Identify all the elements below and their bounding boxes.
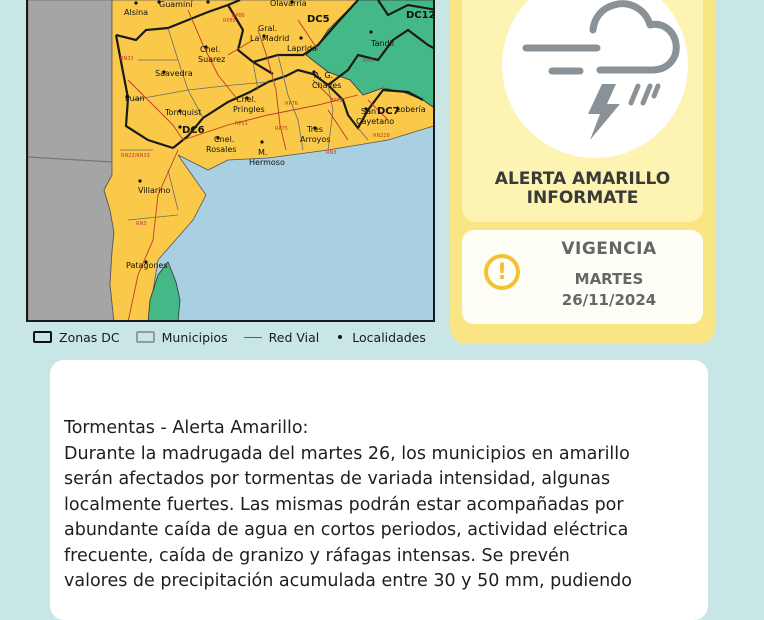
alert-level: ALERTA AMARILLO: [494, 169, 671, 189]
locality-label: Laprida: [287, 44, 317, 53]
locality-label: Guaminí: [159, 0, 193, 9]
legend-zonas-dc: [33, 330, 120, 345]
road-label: RN3: [326, 150, 337, 156]
locality-label: Tornquist: [165, 108, 202, 117]
storm-icon-circle: [502, 0, 688, 158]
locality-label: Cnel.: [236, 95, 257, 104]
locality-label: Puan: [125, 94, 145, 103]
locality-label: Chaves: [312, 81, 342, 90]
zone-label-dc5: DC5: [307, 14, 330, 25]
locality-label: Cnel.: [200, 45, 221, 54]
description-line: abundante caída de agua en cortos periodos, actividad eléctrica: [64, 520, 629, 540]
legend-label: Red Vial: [268, 329, 320, 345]
locality-label: Pringles: [233, 105, 265, 114]
description-line: serán afectados por tormentas de variada intensidad, algunas: [64, 469, 611, 489]
locality-label: La Madrid: [250, 34, 290, 43]
alert-subtitle: INFORMATE: [526, 188, 639, 208]
locality-label: Cnel.: [214, 135, 235, 144]
legend-label: Zonas DC: [59, 329, 120, 345]
road-label: RP51: [235, 121, 248, 127]
road-label: RP72: [330, 98, 343, 104]
description-text: [64, 416, 704, 595]
alert-map: [26, 0, 435, 322]
locality-label: Suarez: [198, 55, 226, 64]
zone-label-dc6: DC6: [182, 125, 205, 136]
road-label: RP85: [223, 18, 236, 24]
municipios-swatch: [136, 331, 155, 343]
legend-label: Municipios: [161, 329, 228, 345]
description-line: Tormentas - Alerta Amarillo:: [64, 418, 309, 438]
alert-title: [462, 170, 703, 208]
red-vial-swatch: [244, 337, 262, 338]
road-label: RN33: [120, 56, 134, 62]
alert-panel: [462, 0, 703, 222]
road-label: RN3: [136, 221, 147, 227]
locality-label: Cayetano: [356, 117, 395, 126]
locality-label: A. G.: [314, 71, 334, 80]
alert-description: [50, 360, 708, 620]
road-label: RN3: [363, 58, 374, 64]
description-line: localmente fuertes. Las mismas podrán estar acompañadas por: [64, 494, 624, 515]
zone-label-dc7: DC7: [377, 106, 400, 117]
zonas-dc-swatch: [33, 331, 52, 343]
description-line: Durante la madrugada del martes 26, los municipios en amarillo: [64, 443, 630, 464]
locality-label: Villarino: [138, 186, 171, 195]
locality-label: Gral.: [258, 24, 278, 33]
locality-label: Olavarría: [270, 0, 307, 8]
zone-label-dc12: DC12: [406, 10, 436, 21]
locality-label: Alsina: [124, 8, 149, 17]
map-canvas: [28, 0, 435, 322]
locality-label: Hermoso: [249, 158, 285, 167]
vigencia-date: 26/11/2024: [561, 291, 657, 309]
road-label: RP75: [275, 126, 288, 132]
vigencia-box: [462, 230, 703, 324]
road-label: RN22/RN33: [121, 153, 150, 159]
legend-municipios: [136, 330, 228, 345]
locality-label: Rosales: [206, 145, 237, 154]
vigencia-label: VIGENCIA: [561, 239, 657, 259]
description-line: valores de precipitación acumulada entre 30 y 50 mm, pudiendo: [64, 571, 632, 591]
road-label: RN228: [373, 133, 390, 139]
locality-label: Patagones: [126, 261, 168, 270]
localidades-swatch: [338, 335, 342, 339]
locality-label: Tres: [307, 125, 323, 134]
description-line: frecuente, caída de granizo y ráfagas intensas. Se prevén: [64, 545, 570, 566]
locality-label: Tandil: [371, 39, 395, 48]
alert-card: [450, 0, 715, 344]
legend-localidades: [335, 330, 426, 345]
locality-label: Lobería: [396, 105, 426, 114]
legend-label: Localidades: [352, 329, 426, 345]
vigencia-day: MARTES: [574, 270, 644, 288]
locality-label: Arroyos: [300, 135, 331, 144]
road-label: RP86: [232, 13, 245, 19]
map-legend: [33, 328, 442, 346]
locality-label: Saavedra: [155, 69, 193, 78]
road-label: RP76: [285, 101, 298, 107]
locality-label: M.: [258, 148, 268, 157]
warning-icon: !: [484, 254, 520, 290]
legend-red-vial: [244, 330, 320, 345]
storm-cloud-icon: [502, 0, 688, 158]
locality-label: San: [361, 107, 377, 116]
